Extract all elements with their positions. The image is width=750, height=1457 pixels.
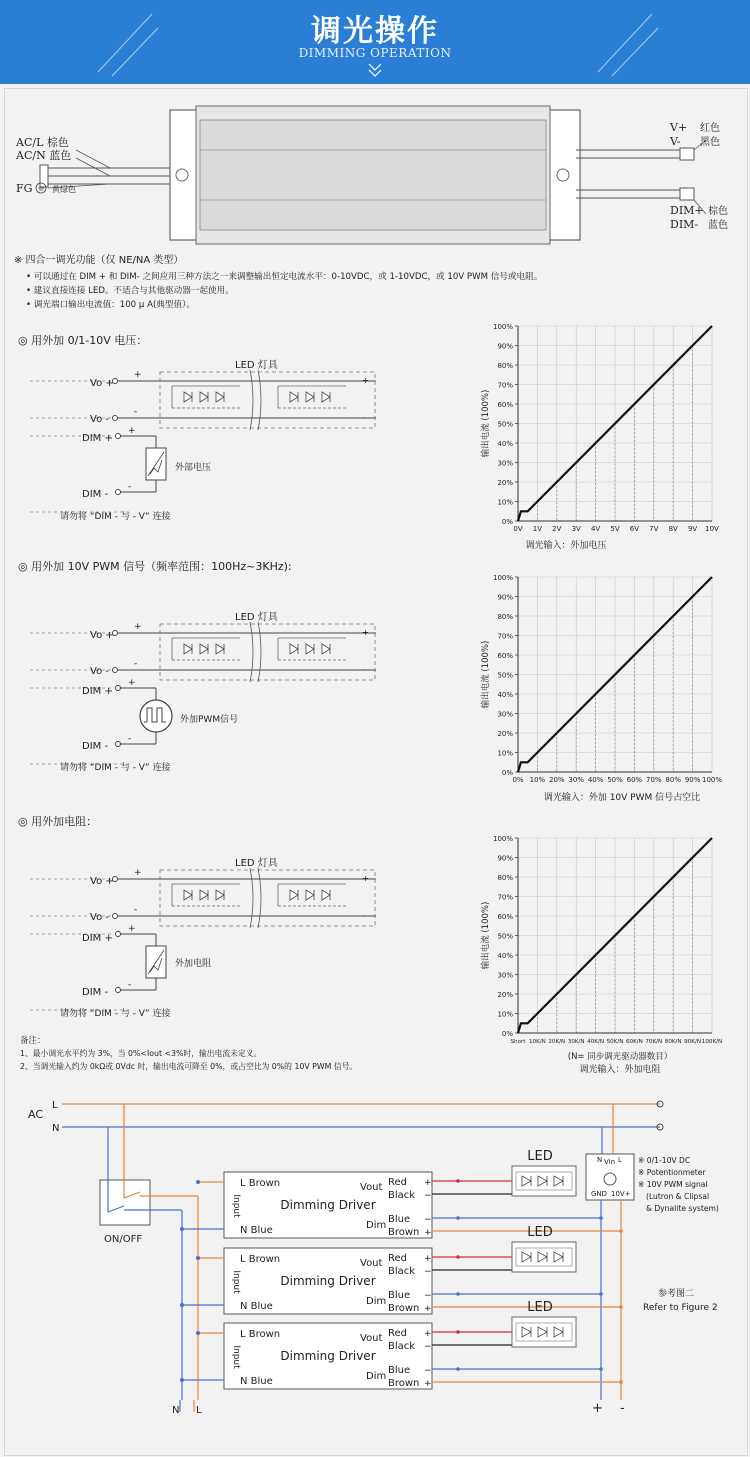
terminal-dim-minus	[116, 742, 121, 747]
led-diode-icon	[306, 392, 314, 402]
driver-input: Input	[231, 1194, 241, 1218]
label-v-plus: V+	[670, 121, 688, 134]
x-tick-label: 30%	[568, 776, 584, 784]
driver-red: Red	[388, 1328, 407, 1339]
x-tick-label: 50%	[607, 776, 623, 784]
notes-title: ※ 四合一调光功能（仅 NE/NA 类型）	[14, 255, 184, 266]
led-plus: +	[362, 628, 369, 637]
led-diode-icon	[322, 392, 330, 402]
driver-in-l: L Brown	[240, 1254, 281, 1265]
x-tick-label: 80%	[665, 776, 681, 784]
label-dim-minus-color: 蓝色	[708, 220, 728, 231]
x-tick-label: 8V	[668, 525, 678, 533]
y-tick-label: 0%	[501, 1030, 513, 1038]
driver-plus-1: +	[424, 1178, 432, 1188]
led-diode-icon	[184, 890, 192, 900]
junction-dot	[619, 1305, 623, 1309]
dimmer-n: N	[597, 1156, 603, 1164]
x-tick-label: 2V	[552, 525, 562, 533]
x-tick-label: 70K/N	[645, 1039, 663, 1045]
y-tick-label: 20%	[497, 479, 513, 487]
led-minus: -	[362, 413, 365, 422]
x-tick-label: 30K/N	[567, 1039, 585, 1045]
y-tick-label: 10%	[497, 1010, 513, 1019]
x-tick-label: 3V	[571, 525, 581, 533]
legend-3: ※ 10V PWM signal	[638, 1180, 708, 1189]
note-3: 请勿将 “DIM - 与 - V” 连接	[60, 1009, 171, 1019]
driver-input: Input	[231, 1270, 241, 1294]
driver-black: Black	[388, 1266, 416, 1277]
led-diode-icon	[290, 644, 298, 654]
y-tick-label: 80%	[497, 613, 513, 621]
label-ac-l: AC/L 棕色	[16, 136, 69, 149]
led-minus: -	[362, 911, 365, 920]
junction-dot	[619, 1229, 623, 1233]
y-tick-label: 0%	[501, 518, 513, 526]
driver-minus-2: −	[424, 1291, 432, 1301]
x-tick-label: 20K/N	[548, 1039, 566, 1045]
dim-plus-2: DIM +	[82, 686, 113, 697]
device-label-2: 外加PWM信号	[180, 715, 239, 725]
x-tick-label: 60%	[626, 776, 643, 784]
junction-dot	[456, 1330, 460, 1334]
driver-brown: Brown	[388, 1303, 420, 1314]
driver-plus-2: +	[424, 1379, 432, 1389]
driver-vout: Vout	[360, 1258, 383, 1269]
ref-cn: 参考图二	[658, 1289, 695, 1299]
label-ac-n: AC/N 蓝色	[16, 149, 72, 162]
dim-plus-mark: +	[128, 426, 136, 436]
x-tick-label: 5V	[610, 525, 620, 533]
vo-minus-2: Vo -	[90, 666, 109, 677]
wiring-n-label: N	[52, 1123, 60, 1134]
y-tick-label: 50%	[497, 420, 513, 429]
minus-mark: -	[134, 659, 138, 669]
led-module-label: LED	[527, 1149, 553, 1164]
dimmer-gnd: GND	[591, 1190, 608, 1198]
driver-in-n: N Blue	[240, 1376, 273, 1387]
junction-dot	[599, 1216, 603, 1220]
led-module-label: LED	[527, 1225, 553, 1240]
terminal-dim-minus	[116, 988, 121, 993]
led-diode-icon	[184, 644, 192, 654]
led-plus: +	[362, 376, 369, 385]
switch-label: ON/OFF	[104, 1234, 143, 1245]
x-tick-label: 1V	[532, 525, 543, 533]
driver-minus-2: −	[424, 1215, 432, 1225]
driver-in-n: N Blue	[240, 1301, 273, 1312]
driver-red: Red	[388, 1253, 407, 1264]
dimmer-l: L	[618, 1156, 622, 1164]
label-v-plus-color: 红色	[700, 123, 720, 134]
x-tick-label: 70%	[646, 776, 662, 784]
junction-dot	[619, 1380, 623, 1384]
terminal-dim-plus	[116, 686, 121, 691]
dim-minus-mark: -	[128, 980, 132, 990]
y-tick-label: 70%	[497, 381, 513, 390]
y-tick-label: 40%	[497, 440, 513, 448]
driver-black: Black	[388, 1341, 416, 1352]
junction-dot	[196, 1180, 200, 1184]
driver-brown: Brown	[388, 1227, 420, 1238]
y-tick-label: 100%	[492, 323, 513, 331]
y-tick-label: 60%	[497, 913, 513, 921]
led-diode-icon	[322, 890, 330, 900]
minus-mark: -	[134, 407, 138, 417]
driver-vout: Vout	[360, 1333, 383, 1344]
driver-input: Input	[231, 1345, 241, 1369]
wiring-l-label: L	[52, 1100, 58, 1111]
chart-pwm	[480, 574, 722, 784]
x-tick-label: 90%	[684, 776, 701, 784]
dim-minus-mark: -	[128, 482, 132, 492]
led-label-1: LED 灯具	[235, 360, 278, 371]
driver-vout: Vout	[360, 1182, 383, 1193]
bottom-plus: +	[592, 1401, 603, 1416]
y-tick-label: 90%	[497, 342, 513, 351]
notes-item-1: • 可以通过在 DIM + 和 DIM- 之间应用三种方法之一来调整输出恒定电流水平：0-10VDC，或 1-10VDC，或 10V PWM 信号或电阻。	[26, 272, 543, 282]
y-tick-label: 30%	[497, 710, 513, 719]
dimming-drivers	[180, 1149, 623, 1389]
x-tick-label: 50K/N	[606, 1039, 624, 1045]
junction-dot	[456, 1216, 460, 1220]
y-tick-label: 0%	[501, 769, 513, 777]
bottom-l: L	[196, 1405, 202, 1416]
page-title: 调光操作	[311, 14, 439, 49]
junction-dot	[456, 1367, 460, 1371]
dimmer-vin: Vin	[604, 1158, 616, 1166]
led-diode-icon	[184, 392, 192, 402]
y-tick-label: 90%	[497, 593, 513, 602]
bottom-n: N	[172, 1405, 180, 1416]
driver-plus-1: +	[424, 1329, 432, 1339]
driver-plus-2: +	[424, 1228, 432, 1238]
terminal-vo-minus	[113, 416, 118, 421]
led-minus: -	[362, 665, 365, 674]
led-plus: +	[362, 874, 369, 883]
dim-minus-3: DIM -	[82, 987, 109, 998]
plus-mark: +	[134, 370, 142, 380]
driver-dim: Dim	[366, 1371, 387, 1382]
driver-plus-2: +	[424, 1304, 432, 1314]
y-tick-label: 40%	[497, 952, 513, 960]
pwm-source-icon	[140, 700, 172, 732]
led-label-3: LED 灯具	[235, 858, 278, 869]
chart-ylabel: 输出电流 (100%)	[481, 640, 491, 709]
y-tick-label: 70%	[497, 632, 513, 641]
driver-dim: Dim	[366, 1220, 387, 1231]
vo-plus-3: Vo +	[90, 876, 114, 887]
x-tick-label: 90K/N	[684, 1039, 702, 1045]
x-tick-label: 40K/N	[587, 1039, 605, 1045]
dim-plus-mark: +	[128, 678, 136, 688]
vo-minus-1: Vo -	[90, 414, 109, 425]
x-tick-label: 4V	[590, 525, 601, 533]
dim-plus-mark: +	[128, 924, 136, 934]
bottom-minus: -	[620, 1401, 625, 1416]
legend-5: & Dynalite system)	[646, 1204, 719, 1213]
terminal-dim-plus	[116, 932, 121, 937]
driver-in-l: L Brown	[240, 1178, 281, 1189]
chart-xlabel2-3: (N= 同步调光驱动器数目）	[567, 1052, 673, 1062]
junction-dot	[180, 1227, 184, 1231]
driver-in-n: N Blue	[240, 1225, 273, 1236]
chart-ylabel: 输出电流 (100%)	[481, 901, 491, 970]
dimmer-10v: 10V+	[611, 1190, 631, 1198]
driver-drawing	[36, 106, 706, 244]
driver-name: Dimming Driver	[280, 1349, 376, 1363]
led-diode-icon	[306, 644, 314, 654]
led-diode-icon	[216, 890, 224, 900]
y-tick-label: 10%	[497, 498, 513, 507]
driver-blue: Blue	[388, 1214, 411, 1225]
chart-voltage	[480, 323, 719, 533]
driver-dim: Dim	[366, 1296, 387, 1307]
dim-minus-mark: -	[128, 734, 132, 744]
x-tick-label: 0V	[513, 525, 523, 533]
break-mark	[250, 622, 261, 682]
vo-plus-2: Vo +	[90, 630, 114, 641]
vo-plus-1: Vo +	[90, 378, 114, 389]
y-tick-label: 40%	[497, 691, 513, 699]
notes-item-2: • 建议直接连接 LED。不适合与其他驱动器一起使用。	[26, 286, 234, 296]
note-2: 请勿将 “DIM - 与 - V” 连接	[60, 763, 171, 773]
device-label-3: 外加电阻	[175, 959, 212, 969]
terminal-vo-minus	[113, 914, 118, 919]
junction-dot	[599, 1367, 603, 1371]
led-diode-icon	[322, 644, 330, 654]
x-tick-label: 0%	[512, 776, 524, 784]
junction-dot	[456, 1255, 460, 1259]
x-tick-label: 10K/N	[528, 1039, 546, 1045]
y-tick-label: 70%	[497, 893, 513, 902]
break-mark	[250, 370, 261, 430]
x-tick-label: Short	[510, 1039, 526, 1045]
y-tick-label: 50%	[497, 671, 513, 680]
driver-name: Dimming Driver	[280, 1274, 376, 1288]
chart-xlabel-2: 调光输入：外加 10V PWM 信号占空比	[543, 793, 701, 803]
y-tick-label: 100%	[492, 835, 513, 843]
driver-minus-2: −	[424, 1366, 432, 1376]
terminal-dim-plus	[116, 434, 121, 439]
device-label-1: 外部电压	[175, 463, 212, 473]
led-label-2: LED 灯具	[235, 612, 278, 623]
led-diode-icon	[216, 392, 224, 402]
remarks-title: 备注：	[20, 1036, 46, 1046]
legend-4: (Lutron & Clipsal	[646, 1192, 710, 1201]
ref-en: Refer to Figure 2	[643, 1303, 718, 1313]
x-tick-label: 9V	[687, 525, 698, 533]
driver-minus-1: −	[424, 1191, 432, 1201]
x-tick-label: 80K/N	[664, 1039, 682, 1045]
led-diode-icon	[200, 890, 208, 900]
driver-blue: Blue	[388, 1290, 411, 1301]
y-tick-label: 20%	[497, 730, 513, 738]
remarks-item-2: 2、当调光输入约为 0kΩ或 0Vdc 时，输出电流可降至 0%，或占空比为 0%的 10V PWM 信号。	[20, 1062, 358, 1071]
remarks-item-1: 1、最小调光水平约为 3%，当 0%<Iout <3%时，输出电流未定义。	[20, 1049, 262, 1058]
minus-mark: -	[134, 905, 138, 915]
terminal-dim-minus	[116, 490, 121, 495]
label-fg: FG	[16, 182, 33, 195]
y-tick-label: 60%	[497, 401, 513, 409]
x-tick-label: 10%	[529, 776, 546, 784]
dim-minus-2: DIM -	[82, 741, 109, 752]
plus-mark: +	[134, 868, 142, 878]
junction-dot	[180, 1303, 184, 1307]
x-tick-label: 6V	[629, 525, 640, 533]
x-tick-label: 100%	[701, 776, 723, 784]
junction-dot	[599, 1292, 603, 1296]
chart-xlabel-3: 调光输入：外加电阻	[579, 1065, 661, 1075]
dim-minus-1: DIM -	[82, 489, 109, 500]
chart-ylabel: 输出电流 (100%)	[481, 389, 491, 458]
driver-red: Red	[388, 1177, 407, 1188]
label-dim-plus-color: 棕色	[708, 206, 728, 217]
wiring-ac-label: AC	[28, 1108, 44, 1121]
y-tick-label: 30%	[497, 971, 513, 980]
y-tick-label: 50%	[497, 932, 513, 941]
x-tick-label: 100K/N	[701, 1039, 723, 1045]
section-title-pwm: ◎ 用外加 10V PWM 信号（频率范围：100Hz~3KHz):	[18, 560, 292, 573]
chart-xlabel-1: 调光输入：外加电压	[525, 541, 607, 551]
y-tick-label: 20%	[497, 991, 513, 999]
junction-dot	[456, 1292, 460, 1296]
label-dim-plus: DIM+	[670, 204, 704, 217]
led-diode-icon	[200, 392, 208, 402]
led-diode-icon	[216, 644, 224, 654]
break-mark	[250, 868, 261, 928]
driver-name: Dimming Driver	[280, 1198, 376, 1212]
label-v-minus-color: 黑色	[700, 137, 720, 148]
junction-dot	[196, 1331, 200, 1335]
terminal-vo-minus	[113, 668, 118, 673]
led-diode-icon	[290, 890, 298, 900]
y-tick-label: 100%	[492, 574, 513, 582]
x-tick-label: 60K/N	[625, 1039, 643, 1045]
driver-in-l: L Brown	[240, 1329, 281, 1340]
page-subtitle: DIMMING OPERATION	[298, 46, 452, 60]
y-tick-label: 80%	[497, 874, 513, 882]
vo-minus-3: Vo -	[90, 912, 109, 923]
label-dim-minus: DIM-	[670, 218, 699, 231]
driver-brown: Brown	[388, 1378, 420, 1389]
legend-1: ※ 0/1-10V DC	[638, 1156, 691, 1165]
driver-minus-1: −	[424, 1267, 432, 1277]
label-v-minus: V-	[670, 135, 681, 148]
chart-resistor	[480, 835, 722, 1045]
driver-plus-1: +	[424, 1254, 432, 1264]
note-1: 请勿将 “DIM - 与 - V” 连接	[60, 512, 171, 522]
driver-blue: Blue	[388, 1365, 411, 1376]
x-tick-label: 20%	[549, 776, 565, 784]
led-diode-icon	[306, 890, 314, 900]
y-tick-label: 10%	[497, 749, 513, 758]
dim-plus-3: DIM +	[82, 933, 113, 944]
x-tick-label: 7V	[649, 525, 659, 533]
driver-minus-1: −	[424, 1342, 432, 1352]
section-title-voltage: ◎ 用外加 0/1-10V 电压：	[18, 334, 148, 347]
y-tick-label: 90%	[497, 854, 513, 863]
y-tick-label: 80%	[497, 362, 513, 370]
driver-black: Black	[388, 1190, 416, 1201]
dim-plus-1: DIM +	[82, 433, 113, 444]
led-diode-icon	[200, 644, 208, 654]
y-tick-label: 30%	[497, 459, 513, 468]
x-tick-label: 10V	[705, 525, 719, 533]
junction-dot	[456, 1179, 460, 1183]
led-diode-icon	[290, 392, 298, 402]
label-fg-color: 黄绿色	[52, 185, 76, 194]
x-tick-label: 40%	[587, 776, 604, 784]
led-module-label: LED	[527, 1300, 553, 1315]
junction-dot	[180, 1378, 184, 1382]
section-title-resistor: ◎ 用外加电阻：	[18, 815, 98, 828]
notes-item-3: • 调光端口输出电流值：100 μ A(典型值）。	[26, 300, 195, 310]
plus-mark: +	[134, 622, 142, 632]
y-tick-label: 60%	[497, 652, 513, 660]
junction-dot	[196, 1256, 200, 1260]
legend-2: ※ Potentionmeter	[638, 1168, 706, 1177]
